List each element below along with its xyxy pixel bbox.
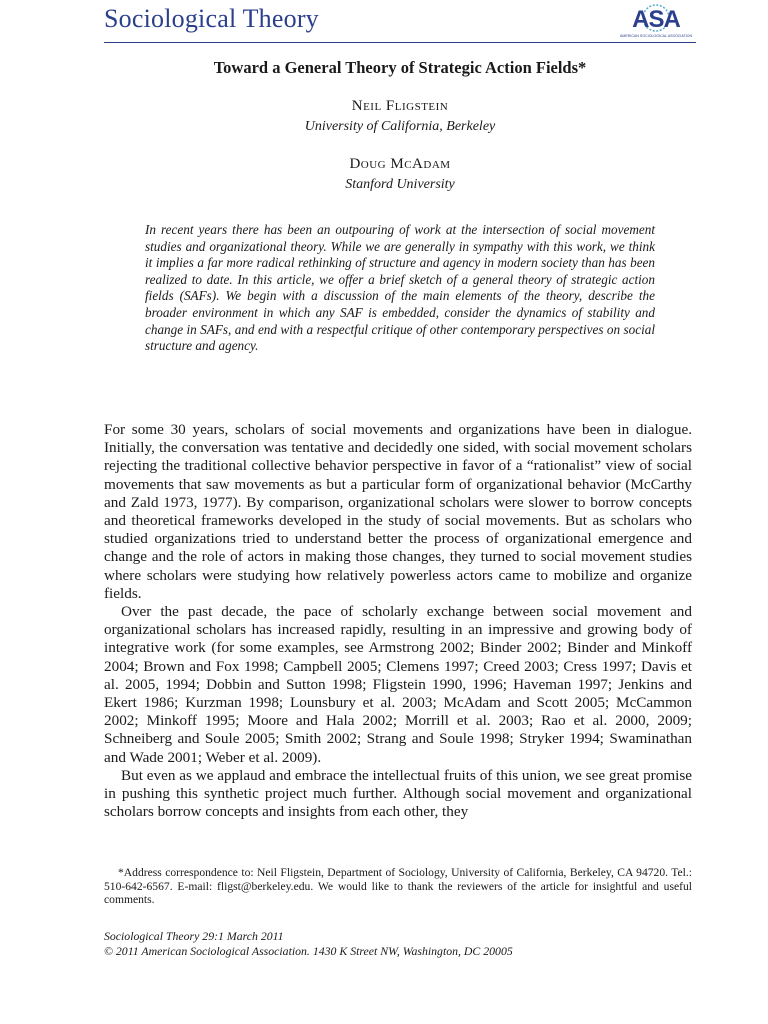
- asa-logo-icon: [616, 2, 696, 40]
- abstract-text: In recent years there has been an outpouring of work at the intersection of social movement studies and organizational theory. While we are generally in sympathy with this work, we think it implies a far more radical rethinking of structure and agency in modern society than has been realized to date. In this article, we offer a brief sketch of a general theory of strategic action fields (SAFs). We begin with a discussion of the main elements of the theory, describe the broader environment in which any SAF is embedded, consider the dynamics of stability and change in SAFs, and end with a respectful critique of other contemporary perspectives on social structure and agency.: [145, 222, 655, 354]
- logo-subtext: AMERICAN SOCIOLOGICAL ASSOCIATION: [619, 34, 693, 38]
- article-title: Toward a General Theory of Strategic Action Fields*: [213, 58, 587, 77]
- author-name: Neil Fligstein: [351, 98, 449, 114]
- footnote: [104, 866, 692, 907]
- copyright-line: © 2011 American Sociological Association. 1430 K Street NW, Washington, DC 20005: [104, 943, 513, 958]
- logo-text: ASA: [632, 6, 680, 33]
- journal-header: [104, 0, 696, 43]
- author-affiliation: Stanford University: [345, 177, 455, 192]
- paragraph: For some 30 years, scholars of social movements and organizations have been in dialogue. Initially, the conversation was tentative and decidedly one sided, with social movement scholars rejecting the traditional collective behavior perspective in favor of a “rationalist” view of social movements that saw movements as but a particular form of organizational behavior (McCarthy and Zald 1973, 1977). By comparison, organizational scholars were slower to borrow concepts and theoretical frameworks developed in the study of social movements. But as scholars who studied organizations tried to understand better the process of organizational emergence and change and the role of actors in making those changes, they turned to social movement studies where scholars were studying how relatively powerless actors came to mobilize and organize fields.: [104, 421, 692, 602]
- body-text: [104, 421, 692, 821]
- author-affiliation: University of California, Berkeley: [304, 119, 496, 134]
- asa-logo: [616, 2, 696, 40]
- footnote-text: *Address correspondence to: Neil Fligstein, Department of Sociology, University of California, Berkeley, CA 94720. Tel.: 510-642-6567. E-mail: fligst@berkeley.edu. We would like to thank the reviewers of the article for insightful and useful comments.: [104, 866, 692, 907]
- author-name: Doug McAdam: [349, 156, 451, 172]
- citation-info: [104, 929, 513, 958]
- abstract: [145, 222, 655, 355]
- paragraph: But even as we applaud and embrace the intellectual fruits of this union, we see great promise in pushing this synthetic project much further. Although social movement and organizational scholars borrow concepts and insights from each other, they: [104, 766, 692, 821]
- journal-issue: Sociological Theory 29:1 March 2011: [104, 929, 284, 943]
- journal-name: Sociological Theory: [104, 4, 319, 33]
- paragraph: Over the past decade, the pace of scholarly exchange between social movement and organizational scholars has increased rapidly, resulting in an impressive and growing body of integrative work (for some examples, see Armstrong 2002; Binder 2002; Binder and Minkoff 2004; Brown and Fox 1998; Campbell 2005; Clemens 1997; Creed 2003; Cress 1997; Davis et al. 2005, 1994; Dobbin and Sutton 1998; Fligstein 1990, 1996; Haveman 1997; Jenkins and Ekert 1986; Kurzman 1998; Lounsbury et al. 2003; McAdam and Scott 2005; McCammon 2002; Minkoff 1995; Moore and Hala 2002; Morrill et al. 2003; Rao et al. 2000, 2009; Schneiberg and Soule 2005; Smith 2002; Strang and Soule 1998; Stryker 1994; Swaminathan and Wade 2001; Weber et al. 2009).: [104, 603, 692, 766]
